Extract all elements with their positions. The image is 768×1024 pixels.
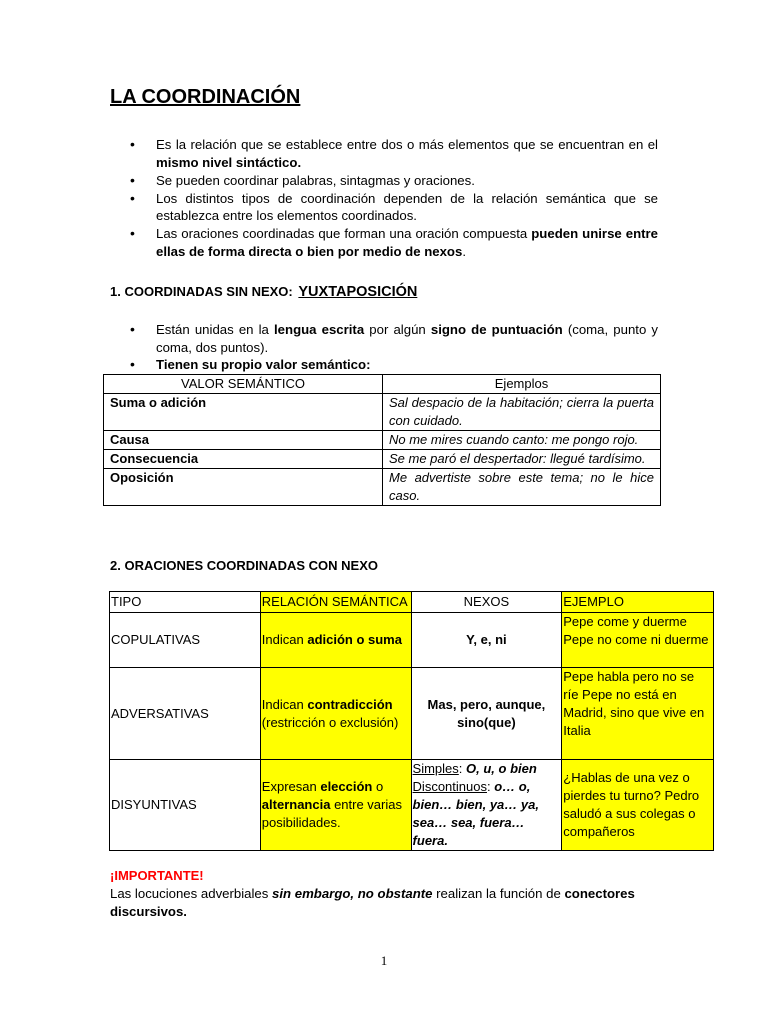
cell-bold-text: o… o, bien… bien, ya… ya, sea… sea, fuera… fuera. bbox=[412, 779, 539, 848]
table-cell-valor: Consecuencia bbox=[104, 450, 383, 469]
cell-bold-text: elección bbox=[320, 779, 373, 794]
table-row bbox=[104, 469, 661, 506]
intro-bullet-1 bbox=[110, 136, 658, 171]
bullet-text: Están unidas en la bbox=[156, 322, 275, 337]
cell-text: Indican bbox=[261, 696, 308, 712]
important-italic-text: sin embargo, no obstante bbox=[272, 886, 433, 901]
section-1-bullet-list bbox=[110, 321, 658, 374]
important-text-part: Las locuciones adverbiales bbox=[110, 886, 273, 901]
table-row-disyuntivas bbox=[110, 760, 714, 851]
table-header-row bbox=[104, 375, 661, 394]
cell-text: (restricción o exclusión) bbox=[261, 714, 399, 730]
important-text bbox=[110, 885, 665, 921]
section-1-heading-text: 1. COORDINADAS SIN NEXO: bbox=[110, 284, 293, 299]
bullet-text: por algún bbox=[364, 322, 431, 337]
semantic-values-table bbox=[103, 374, 661, 506]
table-cell-ejemplo: Pepe come y duerme Pepe no come ni duerme bbox=[562, 613, 714, 668]
page-number: 1 bbox=[380, 953, 388, 968]
table-header-ejemplos: Ejemplos bbox=[383, 375, 661, 394]
bullet-bold-text: pueden unirse entre ellas de forma directa o bien por medio de nexos bbox=[156, 226, 658, 259]
cell-text: o bbox=[372, 779, 384, 794]
bullet-text: Se pueden coordinar palabras, sintagmas y oraciones. bbox=[156, 172, 475, 188]
intro-bullet-3 bbox=[110, 190, 658, 225]
section-1-bullet-1 bbox=[110, 321, 658, 356]
table-cell-nexos: Mas, pero, aunque, sino(que) bbox=[411, 668, 562, 760]
cell-text: Simples bbox=[412, 761, 459, 776]
table-cell-ejemplo: ¿Hablas de una vez o pierdes tu turno? Pedro saludó a sus colegas o compañeros bbox=[562, 760, 714, 851]
cell-text: entre varias posibilidades. bbox=[261, 797, 402, 830]
table-cell-relacion bbox=[260, 613, 411, 668]
cell-bold-text: adición o suma bbox=[307, 632, 402, 647]
table-cell-tipo: ADVERSATIVAS bbox=[110, 668, 261, 760]
bullet-bold-text: lengua escrita bbox=[274, 322, 365, 337]
table-header-relacion: RELACIÓN SEMÁNTICA bbox=[260, 592, 411, 613]
section-1-heading-emphasis: YUXTAPOSICIÓN bbox=[298, 284, 418, 300]
table-row-adversativas bbox=[110, 668, 714, 760]
table-cell-ejemplo: No me mires cuando canto: me pongo rojo. bbox=[383, 431, 661, 450]
bullet-text: Los distintos tipos de coordinación dependen de la relación semántica que se establezca entre los elementos coordinados. bbox=[156, 190, 658, 223]
cell-text: Discontinuos bbox=[412, 779, 487, 794]
table-cell-ejemplo: Se me paró el despertador: llegué tardísimo. bbox=[383, 450, 661, 469]
table-cell-tipo: DISYUNTIVAS bbox=[110, 760, 261, 851]
bullet-bold-text: signo de puntuación bbox=[430, 322, 563, 337]
table-cell-valor: Causa bbox=[104, 431, 383, 450]
cell-text: Expresan bbox=[261, 779, 321, 794]
table-cell-ejemplo: Pepe habla pero no se ríe Pepe no está en Madrid, sino que vive en Italia bbox=[562, 668, 714, 760]
table-cell-ejemplo: Me advertiste sobre este tema; no le hice caso. bbox=[383, 469, 661, 506]
table-cell-relacion bbox=[260, 760, 411, 851]
bullet-text: Es la relación que se establece entre dos o más elementos que se encuentran en el bbox=[156, 137, 658, 152]
table-cell-relacion bbox=[260, 668, 411, 760]
table-cell-nexos: Y, e, ni bbox=[411, 613, 562, 668]
table-cell-ejemplo: Sal despacio de la habitación; cierra la puerta con cuidado. bbox=[383, 394, 661, 431]
cell-bold-text: contradicción bbox=[307, 696, 393, 712]
table-row bbox=[104, 450, 661, 469]
table-cell-nexos: Simples: O, u, o bien Discontinuos: o… o, bien… bien, ya… ya, sea… sea, fuera… fuera. bbox=[411, 760, 562, 851]
cell-text: Indican bbox=[261, 632, 308, 647]
cell-bold-text: O, u, o bien bbox=[466, 761, 537, 776]
table-header-valor: VALOR SEMÁNTICO bbox=[104, 375, 383, 394]
cell-bold-text: alternancia bbox=[261, 797, 331, 812]
bullet-bold-text: Tienen su propio valor semántico: bbox=[156, 357, 371, 372]
bullet-bold-text: mismo nivel sintáctico. bbox=[156, 154, 302, 170]
intro-bullet-list bbox=[110, 136, 658, 261]
bullet-text: . bbox=[462, 243, 466, 259]
important-heading: ¡IMPORTANTE! bbox=[110, 868, 204, 883]
table-cell-tipo: COPULATIVAS bbox=[110, 613, 261, 668]
table-row-copulativas bbox=[110, 613, 714, 668]
important-bold-text: conectores discursivos. bbox=[110, 886, 635, 919]
intro-bullet-2 bbox=[110, 172, 658, 190]
table-header-nexos: NEXOS bbox=[411, 592, 562, 613]
section-1-bullet-2 bbox=[110, 356, 658, 374]
coordination-types-table bbox=[109, 591, 714, 851]
page-title: LA COORDINACIÓN bbox=[110, 86, 301, 108]
important-text-part: realizan la función de bbox=[432, 886, 565, 901]
table-row bbox=[104, 394, 661, 431]
table-header-ejemplo: EJEMPLO bbox=[562, 592, 714, 613]
table-cell-valor: Suma o adición bbox=[104, 394, 383, 431]
bullet-text: (coma, punto y coma, dos puntos). bbox=[156, 322, 659, 355]
section-1-heading bbox=[110, 284, 417, 300]
table-header-tipo: TIPO bbox=[110, 592, 261, 613]
intro-bullet-4 bbox=[110, 225, 658, 260]
bullet-text: Las oraciones coordinadas que forman una oración compuesta bbox=[156, 226, 532, 241]
table-cell-valor: Oposición bbox=[104, 469, 383, 506]
table-row bbox=[104, 431, 661, 450]
table-header-row bbox=[110, 592, 714, 613]
section-2-heading: 2. ORACIONES COORDINADAS CON NEXO bbox=[110, 558, 378, 573]
